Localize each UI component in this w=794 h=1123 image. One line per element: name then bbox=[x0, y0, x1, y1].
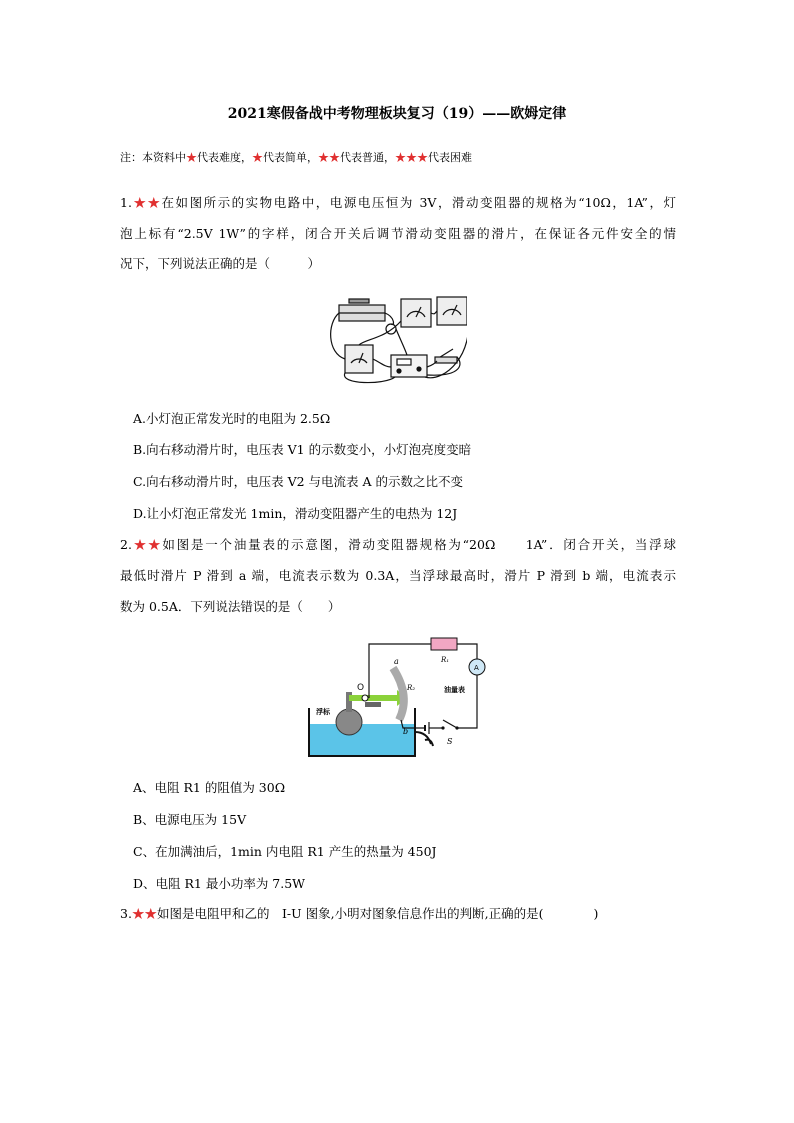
note-text: 代表普通， bbox=[340, 151, 395, 164]
question-text: 如图是一个油量表的示意图，滑动变阻器规格为“20Ω 1A”．闭合开关，当浮球 bbox=[162, 537, 676, 552]
r1-label: R₁ bbox=[441, 656, 450, 664]
question-text: 在如图所示的实物电路中，电源电压恒为 3V，滑动变阻器的规格为“10Ω，1A”，灯 bbox=[161, 195, 676, 210]
switch-label: S bbox=[447, 737, 453, 746]
pivot-label: O bbox=[357, 683, 365, 693]
q2-option-c: C、在加满油后，1min 内电阻 R1 产生的热量为 450J bbox=[133, 844, 437, 859]
q1-option-c: C.向右移动滑片时，电压表 V2 与电流表 A 的示数之比不变 bbox=[133, 474, 463, 489]
note-text: 代表难度， bbox=[197, 151, 252, 164]
q1-option-d: D.让小灯泡正常发光 1min，滑动变阻器产生的电热为 12J bbox=[133, 506, 458, 521]
float-ball bbox=[336, 709, 362, 735]
star-icon: ★★ bbox=[131, 195, 162, 210]
q2-option-b: B、电源电压为 15V bbox=[133, 812, 247, 827]
note-text: 代表简单， bbox=[263, 151, 318, 164]
question-text: 如图是电阻甲和乙的 I-U 图象,小明对图象信息作出的判断,正确的是( ) bbox=[156, 906, 599, 921]
q1-option-a: A.小灯泡正常发光时的电阻为 2.5Ω bbox=[133, 411, 331, 426]
end-b-label: b bbox=[403, 727, 409, 736]
q2-option-d: D、电阻 R1 最小功率为 7.5W bbox=[133, 876, 306, 891]
q2-line-2: 最低时滑片 P 滑到 a 端，电流表示数为 0.3A，当浮球最高时，滑片 P 滑到 b 端，电流表示 bbox=[120, 568, 676, 583]
question-number: 1. bbox=[120, 195, 132, 210]
star-icon: ★★ bbox=[318, 151, 340, 164]
resistor-r1 bbox=[431, 638, 457, 650]
q3-line-1 bbox=[120, 906, 598, 922]
end-a-label: a bbox=[394, 657, 399, 666]
q2-line-3: 数为 0.5A．下列说法错误的是（ ） bbox=[120, 599, 341, 614]
q1-line-2: 泡上标有“2.5V 1W”的字样，闭合开关后调节滑动变阻器的滑片，在保证各元件安全的情 bbox=[120, 226, 676, 241]
switch-icon bbox=[443, 720, 457, 728]
oil-gauge-figure bbox=[307, 632, 489, 758]
q1-line-3: 况下，下列说法正确的是（ ） bbox=[120, 256, 321, 271]
q2-line-1 bbox=[120, 537, 676, 553]
star-icon: ★★ bbox=[131, 537, 163, 552]
star-icon: ★ bbox=[252, 151, 263, 164]
star-icon: ★★★ bbox=[395, 151, 428, 164]
star-icon: ★ bbox=[186, 151, 197, 164]
question-number: 2. bbox=[120, 537, 132, 552]
page-title: 2021寒假备战中考物理板块复习（19）——欧姆定律 bbox=[227, 106, 567, 122]
note-text: 代表困难 bbox=[428, 151, 472, 164]
q1-option-b: B.向右移动滑片时，电压表 V1 的示数变小，小灯泡亮度变暗 bbox=[133, 442, 472, 457]
star-icon: ★★ bbox=[131, 906, 157, 921]
float-label: 浮标 bbox=[316, 708, 330, 716]
question-number: 3. bbox=[120, 906, 132, 921]
q1-line-1 bbox=[120, 195, 676, 211]
ammeter-label: A bbox=[474, 664, 479, 672]
oil-tank-liquid bbox=[309, 724, 415, 756]
note-prefix: 注：本资料中 bbox=[120, 151, 186, 164]
circuit-photo-figure bbox=[325, 293, 467, 385]
oil-meter-label: 油量表 bbox=[444, 686, 465, 694]
difficulty-note bbox=[120, 150, 472, 166]
r2-label: R₂ bbox=[407, 684, 416, 692]
q2-option-a: A、电阻 R1 的阻值为 30Ω bbox=[133, 780, 286, 795]
